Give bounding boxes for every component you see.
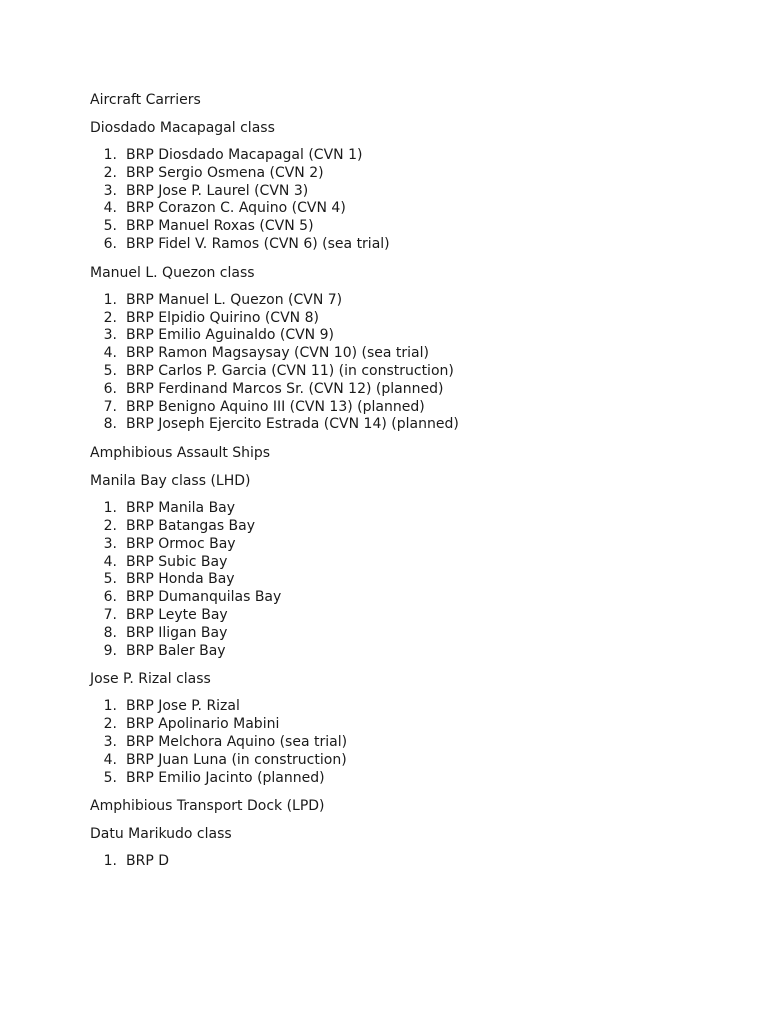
list-item — [90, 607, 730, 625]
ship-name: BRP Corazon C. Aquino (CVN 4) — [126, 200, 346, 217]
ship-name: BRP Honda Bay — [126, 571, 235, 588]
list-item — [90, 381, 730, 399]
list-item — [90, 416, 730, 434]
list-number: 6. — [103, 380, 117, 397]
list-item — [90, 853, 730, 871]
list-item — [90, 625, 730, 643]
list-number: 3. — [103, 535, 117, 552]
ship-name: BRP Emilio Aguinaldo (CVN 9) — [126, 327, 334, 344]
ship-name: BRP D — [126, 853, 170, 870]
list-item — [90, 345, 730, 363]
class-title: Datu Marikudo class — [90, 826, 232, 843]
list-number: 7. — [103, 606, 117, 623]
ship-name: BRP Ramon Magsaysay (CVN 10) (sea trial) — [126, 345, 429, 362]
list-number: 5. — [103, 571, 117, 588]
list-number: 2. — [103, 517, 117, 534]
section-aircraft-carriers — [90, 91, 730, 434]
list-item — [90, 536, 730, 554]
list-item — [90, 589, 730, 607]
ship-name: BRP Carlos P. Garcia (CVN 11) (in construction) — [126, 362, 454, 379]
class-diosdado-macapagal — [90, 119, 730, 254]
list-item — [90, 734, 730, 752]
ship-name: BRP Manila Bay — [126, 500, 236, 517]
ship-list — [90, 698, 730, 787]
list-item — [90, 165, 730, 183]
list-item — [90, 716, 730, 734]
ship-name: BRP Iligan Bay — [126, 624, 228, 641]
section-title: Amphibious Transport Dock (LPD) — [90, 798, 325, 815]
ship-name: BRP Baler Bay — [126, 642, 226, 659]
list-number: 4. — [103, 751, 117, 768]
list-number: 1. — [103, 853, 117, 870]
list-number: 3. — [103, 327, 117, 344]
ship-list — [90, 292, 730, 434]
class-title: Manila Bay class (LHD) — [90, 473, 251, 490]
ship-name: BRP Melchora Aquino (sea trial) — [126, 733, 348, 750]
list-number: 8. — [103, 624, 117, 641]
ship-name: BRP Emilio Jacinto (planned) — [126, 769, 325, 786]
ship-name: BRP Diosdado Macapagal (CVN 1) — [126, 147, 363, 163]
ship-name: BRP Joseph Ejercito Estrada (CVN 14) (planned) — [126, 416, 459, 433]
class-manila-bay — [90, 472, 730, 660]
ship-name: BRP Elpidio Quirino (CVN 8) — [126, 309, 319, 326]
class-datu-marikudo — [90, 825, 730, 871]
list-item — [90, 770, 730, 788]
class-jose-p-rizal — [90, 670, 730, 787]
ship-name: BRP Leyte Bay — [126, 606, 228, 623]
list-number: 3. — [103, 182, 117, 199]
list-number: 2. — [103, 309, 117, 326]
list-item — [90, 292, 730, 310]
list-item — [90, 218, 730, 236]
list-item — [90, 363, 730, 381]
ship-list — [90, 147, 730, 254]
ship-name: BRP Ferdinand Marcos Sr. (CVN 12) (planned) — [126, 380, 444, 397]
ship-name: BRP Ormoc Bay — [126, 535, 236, 552]
ship-name: BRP Manuel Roxas (CVN 5) — [126, 218, 314, 235]
list-item — [90, 183, 730, 201]
list-number: 1. — [103, 147, 117, 163]
ship-name: BRP Batangas Bay — [126, 517, 256, 534]
ship-name: BRP Sergio Osmena (CVN 2) — [126, 164, 324, 181]
list-item — [90, 147, 730, 165]
list-number: 1. — [103, 500, 117, 517]
list-number: 4. — [103, 345, 117, 362]
list-item — [90, 698, 730, 716]
section-title: Amphibious Assault Ships — [90, 445, 271, 462]
list-number: 2. — [103, 716, 117, 733]
list-item — [90, 554, 730, 572]
list-item — [90, 752, 730, 770]
document-page — [90, 91, 730, 881]
ship-name: BRP Apolinario Mabini — [126, 716, 280, 733]
list-item — [90, 399, 730, 417]
ship-name: BRP Jose P. Rizal — [126, 698, 240, 715]
ship-name: BRP Juan Luna (in construction) — [126, 751, 347, 768]
list-item — [90, 500, 730, 518]
ship-name: BRP Manuel L. Quezon (CVN 7) — [126, 291, 343, 308]
ship-name: BRP Dumanquilas Bay — [126, 589, 282, 606]
list-number: 6. — [103, 589, 117, 606]
list-item — [90, 310, 730, 328]
list-number: 9. — [103, 642, 117, 659]
list-number: 1. — [103, 291, 117, 308]
list-item — [90, 518, 730, 536]
section-amphibious-transport-dock — [90, 797, 730, 871]
list-number: 5. — [103, 362, 117, 379]
ship-name: BRP Fidel V. Ramos (CVN 6) (sea trial) — [126, 235, 390, 252]
list-number: 2. — [103, 164, 117, 181]
class-manuel-l-quezon — [90, 264, 730, 434]
list-number: 7. — [103, 398, 117, 415]
ship-name: BRP Subic Bay — [126, 553, 228, 570]
list-number: 5. — [103, 769, 117, 786]
list-number: 6. — [103, 235, 117, 252]
list-item — [90, 236, 730, 254]
list-number: 4. — [103, 553, 117, 570]
class-title: Diosdado Macapagal class — [90, 120, 275, 136]
class-title: Manuel L. Quezon class — [90, 264, 255, 281]
list-number: 8. — [103, 416, 117, 433]
list-item — [90, 200, 730, 218]
list-number: 5. — [103, 218, 117, 235]
list-item — [90, 327, 730, 345]
list-number: 3. — [103, 733, 117, 750]
class-title: Jose P. Rizal class — [90, 671, 211, 688]
ship-list — [90, 500, 730, 660]
ship-name: BRP Jose P. Laurel (CVN 3) — [126, 182, 309, 199]
ship-name: BRP Benigno Aquino III (CVN 13) (planned) — [126, 398, 425, 415]
list-item — [90, 643, 730, 661]
list-item — [90, 571, 730, 589]
ship-list — [90, 853, 730, 871]
list-number: 1. — [103, 698, 117, 715]
section-title: Aircraft Carriers — [90, 92, 201, 108]
list-number: 4. — [103, 200, 117, 217]
section-amphibious-assault-ships — [90, 444, 730, 787]
